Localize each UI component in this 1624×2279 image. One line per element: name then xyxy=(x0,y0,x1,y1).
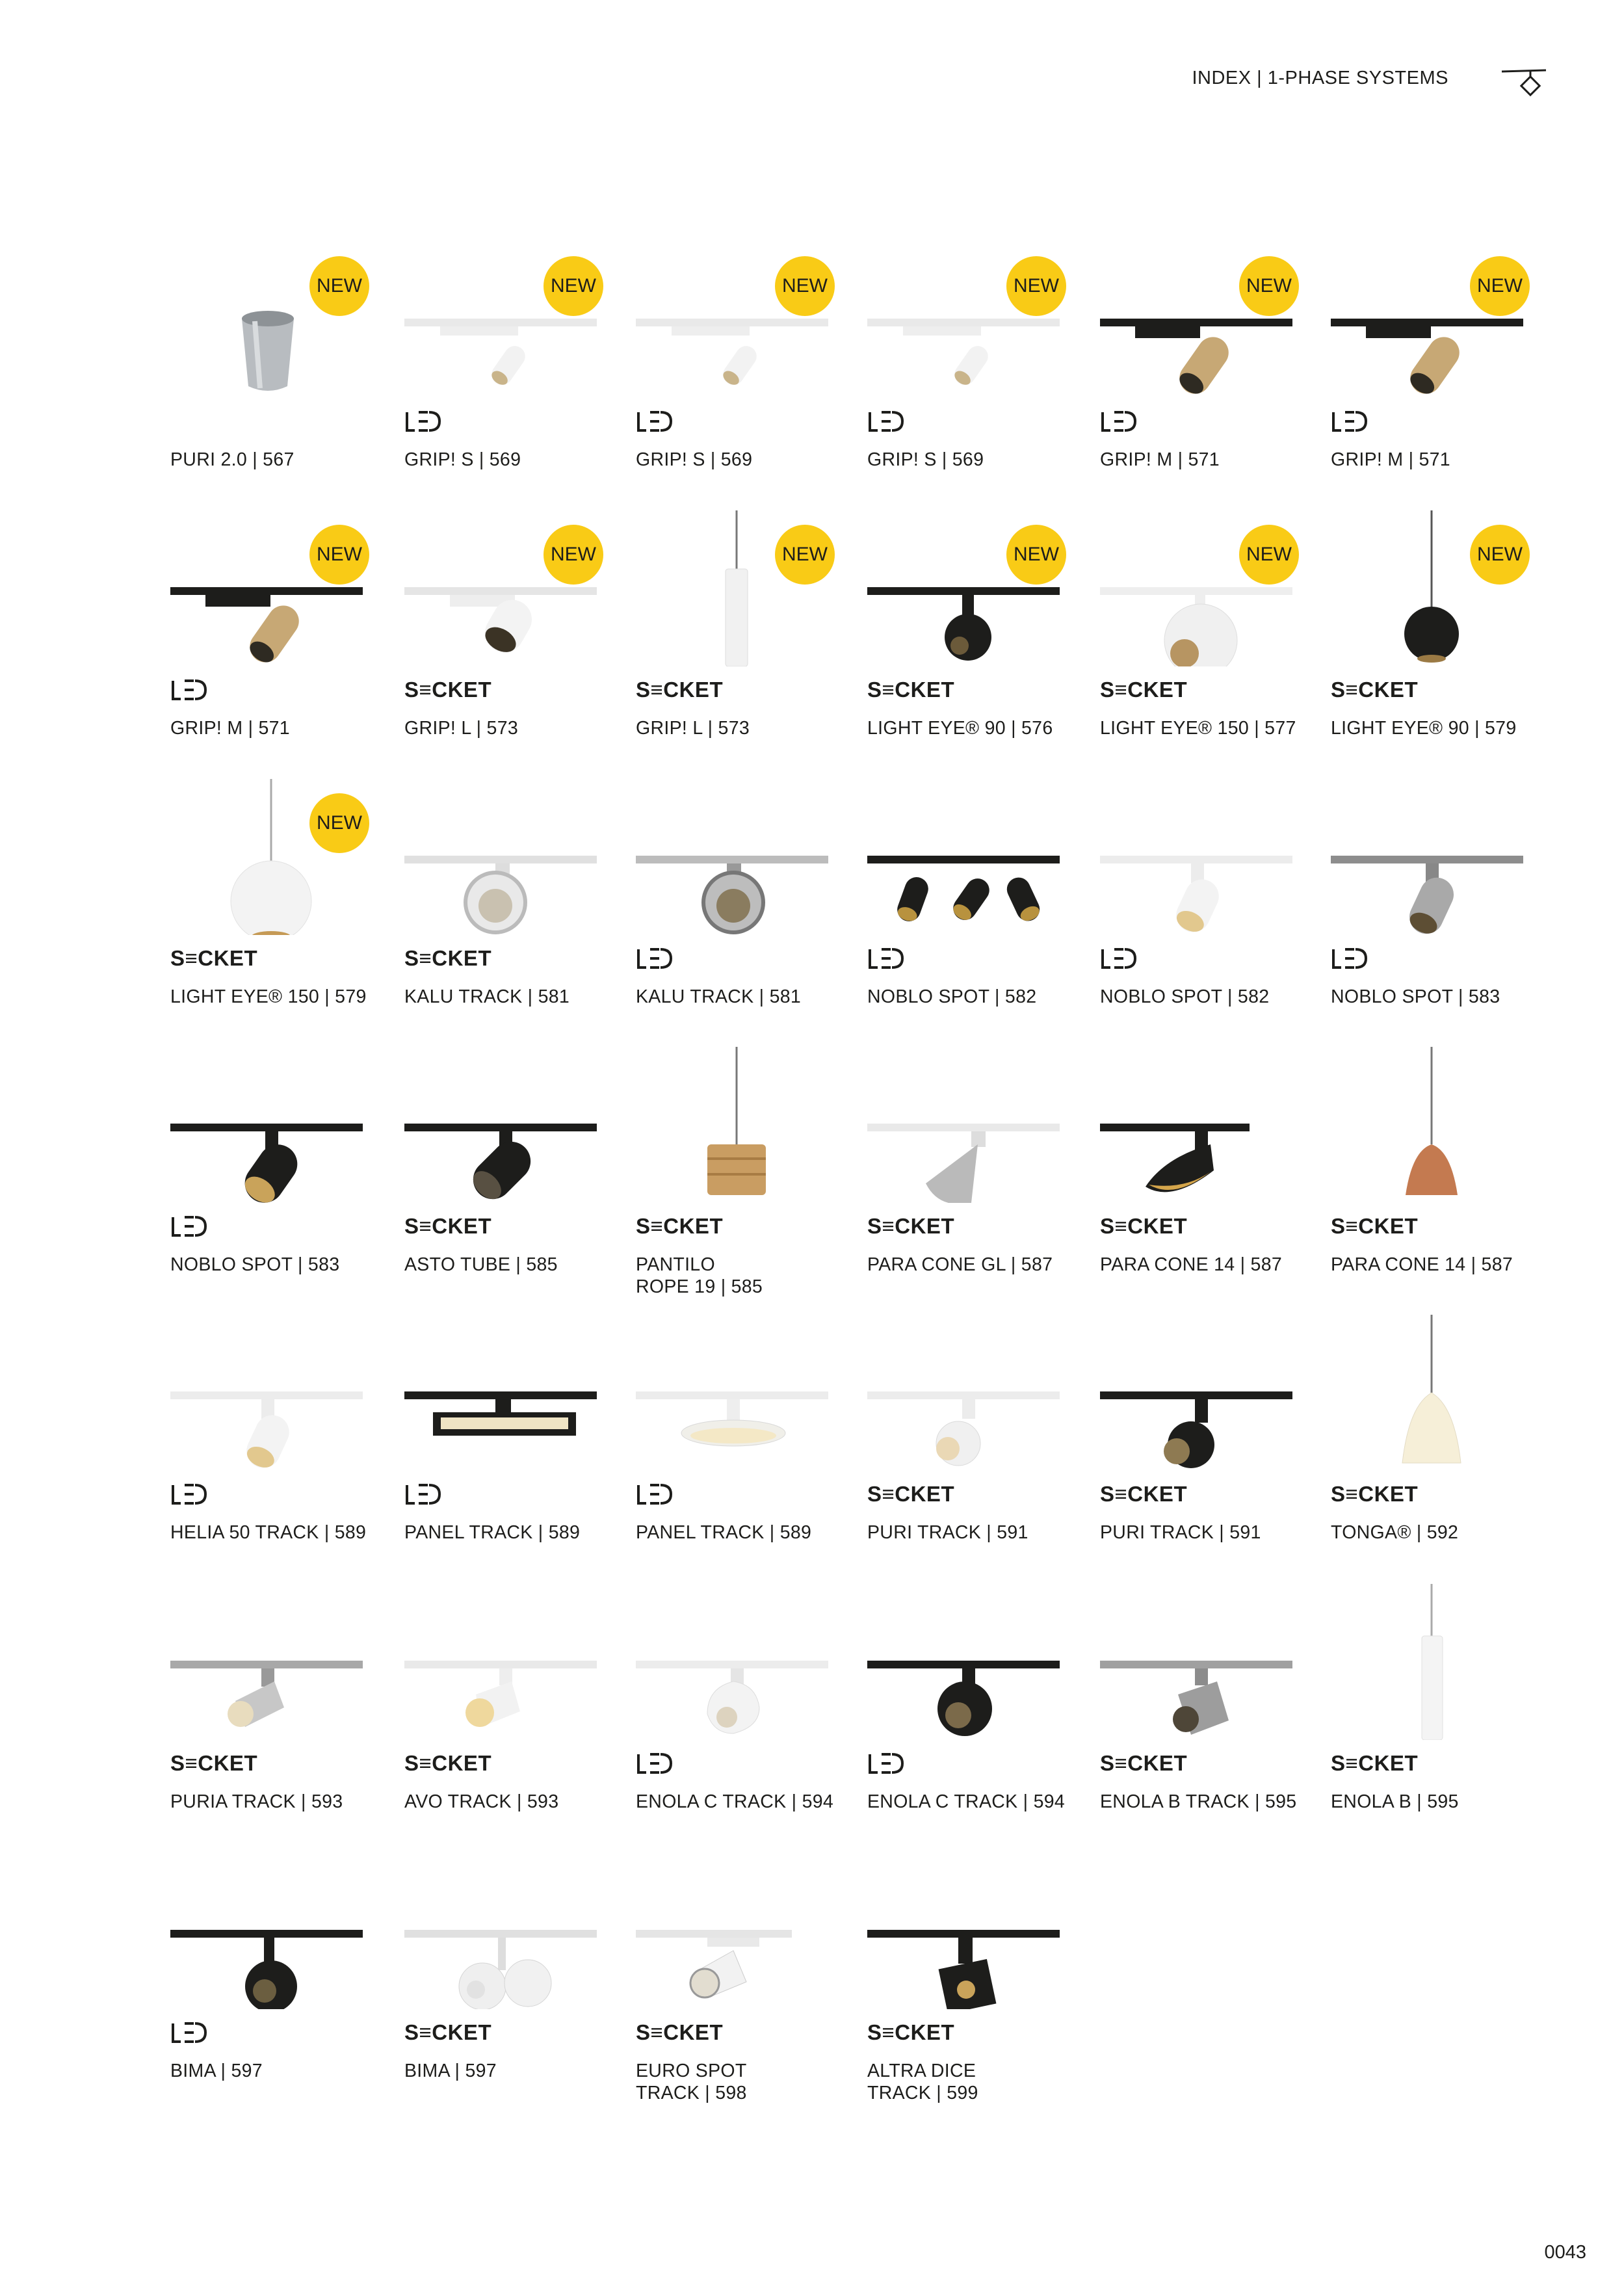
led-brand xyxy=(636,1482,674,1508)
product-item xyxy=(170,1315,378,1568)
socket-brand-logo: S≡CKET xyxy=(1331,678,1419,702)
product-image xyxy=(636,1315,837,1471)
product-label: KALU TRACK | 581 xyxy=(404,986,570,1007)
product-item xyxy=(1331,242,1539,495)
product-label: PANEL TRACK | 589 xyxy=(636,1522,812,1543)
new-badge: NEW xyxy=(309,525,369,585)
page-number: 0043 xyxy=(1544,2242,1586,2263)
led-brand xyxy=(170,1215,208,1241)
product-label: BIMA | 597 xyxy=(170,2061,263,2081)
product-item xyxy=(867,779,1075,1033)
product-label: ENOLA B | 595 xyxy=(1331,1791,1459,1812)
product-image xyxy=(1331,779,1532,935)
product-item xyxy=(1331,1047,1539,1300)
led-logo-icon xyxy=(170,2021,208,2044)
new-badge: NEW xyxy=(544,525,603,585)
new-badge: NEW xyxy=(1470,256,1530,316)
socket-brand-logo: S≡CKET xyxy=(1100,1751,1188,1775)
socket-brand-logo: S≡CKET xyxy=(404,1214,492,1238)
product-label: PURI TRACK | 591 xyxy=(1100,1522,1261,1543)
socket-brand-logo: S≡CKET xyxy=(404,678,492,702)
product-label: ENOLA C TRACK | 594 xyxy=(636,1791,834,1812)
product-label: GRIP! L | 573 xyxy=(636,718,750,739)
socket-brand-logo: S≡CKET xyxy=(636,2020,724,2044)
socket-brand-logo: S≡CKET xyxy=(867,1214,955,1238)
product-label: PARA CONE GL | 587 xyxy=(867,1254,1053,1275)
product-label: GRIP! M | 571 xyxy=(1100,449,1220,470)
led-brand xyxy=(170,1482,208,1508)
new-badge: NEW xyxy=(775,256,835,316)
product-image xyxy=(1331,1315,1532,1471)
led-logo-icon xyxy=(1100,410,1138,433)
product-image xyxy=(636,779,837,935)
product-label: GRIP! S | 569 xyxy=(636,449,753,470)
led-logo-icon xyxy=(867,947,905,970)
product-label: LIGHT EYE® 150 | 579 xyxy=(170,986,367,1007)
led-logo-icon xyxy=(404,410,442,433)
led-logo-icon xyxy=(867,410,905,433)
led-logo-icon xyxy=(636,410,674,433)
product-image xyxy=(1100,779,1302,935)
product-label: LIGHT EYE® 90 | 576 xyxy=(867,718,1053,739)
product-image xyxy=(1100,1584,1302,1740)
product-label: PANTILO ROPE 19 | 585 xyxy=(636,1254,763,1297)
product-image xyxy=(636,1853,837,2009)
product-item xyxy=(170,1853,378,2107)
socket-brand-logo: S≡CKET xyxy=(636,678,724,702)
product-image xyxy=(867,1315,1069,1471)
product-label: ENOLA C TRACK | 594 xyxy=(867,1791,1066,1812)
socket-brand-logo: S≡CKET xyxy=(867,1482,955,1506)
socket-brand-logo: S≡CKET xyxy=(1331,1482,1419,1506)
socket-brand-logo: S≡CKET xyxy=(1100,678,1188,702)
led-logo-icon xyxy=(170,678,208,702)
product-image xyxy=(1331,1047,1532,1203)
led-brand xyxy=(1331,410,1369,436)
socket-brand-logo: S≡CKET xyxy=(1331,1214,1419,1238)
new-badge: NEW xyxy=(544,256,603,316)
socket-brand-logo: S≡CKET xyxy=(170,946,258,970)
product-image xyxy=(636,1584,837,1740)
product-image xyxy=(1331,1584,1532,1740)
product-item xyxy=(636,242,844,495)
new-badge: NEW xyxy=(309,793,369,853)
led-logo-icon xyxy=(1100,947,1138,970)
product-item xyxy=(1100,1047,1308,1300)
product-label: PANEL TRACK | 589 xyxy=(404,1522,581,1543)
product-image xyxy=(404,779,606,935)
product-label: NOBLO SPOT | 583 xyxy=(1331,986,1500,1007)
new-badge: NEW xyxy=(775,525,835,585)
new-badge: NEW xyxy=(1006,525,1066,585)
product-image xyxy=(867,1853,1069,2009)
led-logo-icon xyxy=(636,1482,674,1506)
product-item xyxy=(1100,510,1308,764)
led-brand xyxy=(404,410,442,436)
new-badge: NEW xyxy=(1006,256,1066,316)
led-logo-icon xyxy=(867,1752,905,1775)
led-logo-icon xyxy=(636,947,674,970)
product-image xyxy=(867,779,1069,935)
product-label: BIMA | 597 xyxy=(404,2061,497,2081)
product-image xyxy=(404,1315,606,1471)
product-item xyxy=(170,242,378,495)
product-label: TONGA® | 592 xyxy=(1331,1522,1459,1543)
product-label: LIGHT EYE® 90 | 579 xyxy=(1331,718,1517,739)
led-logo-icon xyxy=(1331,947,1369,970)
product-item xyxy=(170,1584,378,1838)
socket-brand-logo: S≡CKET xyxy=(636,1214,724,1238)
product-label: PURI 2.0 | 567 xyxy=(170,449,295,470)
product-item xyxy=(404,510,612,764)
product-item xyxy=(404,1584,612,1838)
socket-brand-logo: S≡CKET xyxy=(170,1751,258,1775)
product-label: PURI TRACK | 591 xyxy=(867,1522,1028,1543)
product-image xyxy=(404,1853,606,2009)
product-image xyxy=(636,1047,837,1203)
led-brand xyxy=(867,947,905,973)
product-item xyxy=(170,779,378,1033)
product-item xyxy=(636,1047,844,1300)
product-label: GRIP! M | 571 xyxy=(170,718,290,739)
product-item xyxy=(404,1047,612,1300)
new-badge: NEW xyxy=(1470,525,1530,585)
product-label: LIGHT EYE® 150 | 577 xyxy=(1100,718,1296,739)
product-label: GRIP! S | 569 xyxy=(867,449,984,470)
led-brand xyxy=(636,1752,674,1778)
product-item xyxy=(867,1315,1075,1568)
product-item xyxy=(1100,242,1308,495)
product-label: EURO SPOT TRACK | 598 xyxy=(636,2061,747,2103)
product-label: GRIP! L | 573 xyxy=(404,718,518,739)
product-item xyxy=(1331,1584,1539,1838)
product-label: NOBLO SPOT | 583 xyxy=(170,1254,340,1275)
product-item xyxy=(404,1853,612,2107)
product-label: HELIA 50 TRACK | 589 xyxy=(170,1522,367,1543)
product-label: PARA CONE 14 | 587 xyxy=(1100,1254,1282,1275)
led-brand xyxy=(867,410,905,436)
product-image xyxy=(867,1584,1069,1740)
product-image xyxy=(170,1047,372,1203)
new-badge: NEW xyxy=(309,256,369,316)
product-item xyxy=(867,242,1075,495)
led-brand xyxy=(1331,947,1369,973)
product-item xyxy=(1100,1584,1308,1838)
product-label: PARA CONE 14 | 587 xyxy=(1331,1254,1513,1275)
product-item xyxy=(1331,779,1539,1033)
product-item xyxy=(636,779,844,1033)
product-item xyxy=(636,510,844,764)
product-label: NOBLO SPOT | 582 xyxy=(1100,986,1270,1007)
product-label: GRIP! M | 571 xyxy=(1331,449,1450,470)
product-item xyxy=(404,1315,612,1568)
product-item xyxy=(1331,510,1539,764)
product-item xyxy=(636,1853,844,2107)
led-brand xyxy=(170,2021,208,2047)
led-logo-icon xyxy=(1331,410,1369,433)
led-logo-icon xyxy=(404,1482,442,1506)
led-brand xyxy=(1100,410,1138,436)
product-item xyxy=(1100,1315,1308,1568)
product-item xyxy=(867,1047,1075,1300)
led-brand xyxy=(170,678,208,704)
socket-brand-logo: S≡CKET xyxy=(404,2020,492,2044)
socket-brand-logo: S≡CKET xyxy=(867,2020,955,2044)
product-label: ENOLA B TRACK | 595 xyxy=(1100,1791,1297,1812)
new-badge: NEW xyxy=(1239,256,1299,316)
socket-brand-logo: S≡CKET xyxy=(867,678,955,702)
product-image xyxy=(170,1584,372,1740)
led-brand xyxy=(1100,947,1138,973)
product-label: AVO TRACK | 593 xyxy=(404,1791,559,1812)
product-item xyxy=(404,242,612,495)
product-label: ALTRA DICE TRACK | 599 xyxy=(867,2061,978,2103)
led-brand xyxy=(867,1752,905,1778)
product-item xyxy=(867,1584,1075,1838)
product-label: KALU TRACK | 581 xyxy=(636,986,802,1007)
led-brand xyxy=(636,410,674,436)
led-logo-icon xyxy=(170,1215,208,1238)
product-image xyxy=(1100,1315,1302,1471)
product-item xyxy=(1331,1315,1539,1568)
socket-brand-logo: S≡CKET xyxy=(1100,1482,1188,1506)
product-item xyxy=(170,510,378,764)
product-label: PURIA TRACK | 593 xyxy=(170,1791,343,1812)
product-label: NOBLO SPOT | 582 xyxy=(867,986,1037,1007)
product-image xyxy=(170,1853,372,2009)
product-label: ASTO TUBE | 585 xyxy=(404,1254,558,1275)
led-brand xyxy=(636,947,674,973)
product-image xyxy=(1100,1047,1302,1203)
product-item xyxy=(867,1853,1075,2107)
led-logo-icon xyxy=(170,1482,208,1506)
led-brand xyxy=(404,1482,442,1508)
header-title: INDEX | 1-PHASE SYSTEMS xyxy=(1192,68,1448,88)
product-image xyxy=(404,1047,606,1203)
product-item xyxy=(1100,779,1308,1033)
product-label: GRIP! S | 569 xyxy=(404,449,521,470)
socket-brand-logo: S≡CKET xyxy=(1331,1751,1419,1775)
product-image xyxy=(404,1584,606,1740)
socket-brand-logo: S≡CKET xyxy=(404,1751,492,1775)
product-image xyxy=(867,1047,1069,1203)
product-item xyxy=(404,779,612,1033)
product-image xyxy=(170,1315,372,1471)
socket-brand-logo: S≡CKET xyxy=(404,946,492,970)
led-logo-icon xyxy=(636,1752,674,1775)
product-item xyxy=(636,1315,844,1568)
new-badge: NEW xyxy=(1239,525,1299,585)
product-item xyxy=(636,1584,844,1838)
socket-brand-logo: S≡CKET xyxy=(1100,1214,1188,1238)
track-spot-icon xyxy=(1500,62,1552,100)
product-item xyxy=(170,1047,378,1300)
product-item xyxy=(867,510,1075,764)
